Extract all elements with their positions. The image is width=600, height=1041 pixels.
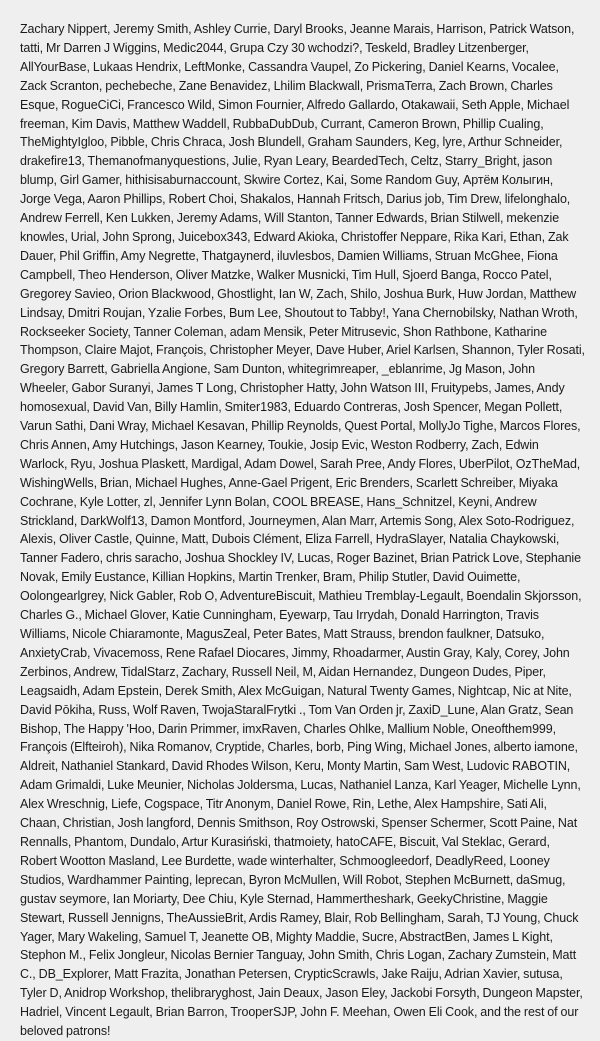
patron-credits-text: Zachary Nippert, Jeremy Smith, Ashley Currie, Daryl Brooks, Jeanne Marais, Harrison, Patrick Watson, tatti, Mr Darren J Wiggins, Medic2044, Grupa Czy 30 wchodzi?, Teskeld, Bradley Litzenberger, AllYourBase, Lukaas Hendrix, LeftMonke, Cassandra Vaupel, Zo Pickering, Daniel Kearns, Vocalee, Zack Scranton, pechebeche, Zane Benavidez, Lhilim Blackwall, PrismaTerra, Zach Brown, Charles Esque, RogueCiCi, Francesco Wild, Simon Fournier, Alfredo Gallardo, Otakawaii, Seth Apple, Michael freeman, Kim Davis, Matthew Waddell, RubbaDubDub, Currant, Cameron Brown, Phillip Cualing, TheMightyIgloo, Pibble, Chris Chraca, Josh Blundell, Graham Saunders, Keg, lyre, Arthur Schneider, drakefire13, Themanofmanyquestions, Julie, Ryan Leary, BeardedTech, Celtz, Starry_Bright, jason blump, Girl Gamer, hithisisaburnaccount, Skwire Cortez, Kai, Some Random Guy, Артём Колыгин, Jorge Vega, Aaron Phillips, Robert Choi, Shakalos, Hannah Fritsch, Darius job, Tim Drew, lifelonghalo, Andrew Ferrell, Ken Lukken, Jeremy Adams, Will Stanton, Tanner Edwards, Brian Stilwell, mekenzie knowles, Urial, John Sprong, Juicebox343, Edward Akioka, Christoffer Neppare, Rika Kari, Ethan, Zak Dauer, Phil Griffin, Amy Negrette, Thatgaynerd, iluvlesbos, Damien Williams, Struan McGhee, Fiona Campbell, Theo Henderson, Oliver Matzke, Walker Musnicki, Tim Hull, Sjoerd Banga, Rocco Patel, Gregorey Savieo, Orion Blackwood, Ghostlight, Ian W, Zach, Shilo, Joshua Burk, Huw Jordan, Matthew Lindsay, Dmitri Roujan, Yzalie Forbes, Bum Lee, Shoutout to Tabby!, Yana Chernobilsky, Nathan Wroth, Rockseeker Society, Tanner Coleman, adam Mensik, Peter Mitrusevic, Shon Rathbone, Katharine Thompson, Claire Majot, François, Christopher Meyer, Dave Huber, Ariel Karlsen, Shannon, Tyler Rosati, Gregory Barrett, Gabriella Angione, Sam Dunton, whitegrimreaper, _eblanrime, Jg Mason, John Wheeler, Gabor Suranyi, James T Long, Christopher Hatty, John Watson III, Fruitypebs, James, Andy homosexual, David Van, Billy Hamlin, Smiter1983, Eduardo Contreras, Josh Spencer, Megan Pollett, Varun Sathi, Dani Wray, Michael Kesavan, Phillip Reynolds, Quest Portal, MollyJo Tighe, Marcos Flores, Chris Annen, Amy Hutchings, Jason Kearney, Toukie, Josip Evic, Weston Rodberry, Zach, Edwin Warlock, Ryu, Joshua Plaskett, Mardigal, Adam Dowel, Sarah Pree, Andy Flores, UberPilot, OzTheMad, WishingWells, Brian, Michael Hughes, Anne-Gael Prigent, Eric Brenders, Scarlett Schreiber, Miyaka Cochrane, Kyle Lotter, zl, Jennifer Lynn Bolan, COOL BREASE, Hans_Schnitzel, Keyni, Andrew Strickland, DarkWolf13, Damon Montford, Journeymen, Alan Marr, Artemis Song, Alex Soto-Rodriguez, Alexis, Oliver Castle, Quinne, Matt, Dubois Clément, Eliza Farrell, HydraSlayer, Natalia Chaykowski, Tanner Fadero, chris saracho, Joshua Shockley IV, Lucas, Roger Bazinet, Brian Patrick Love, Stephanie Novak, Emily Eustance, Killian Hopkins, Martin Trenker, Bram, Philip Stutler, David Ouimette, Oolongearlgrey, Nick Gabler, Rob O, AdventureBiscuit, Mathieu Tremblay-Legault, Boendalin Skjorsson, Charles G., Michael Glover, Katie Cunningham, Eyewarp, Tau Irrydah, Donald Harrington, Travis Williams, Nicole Chiaramonte, MagusZeal, Peter Bates, Matt Strauss, brendon faulkner, Datsuko, AnxietyCrab, Vivacemoss, Rene Rafael Diocares, Jimmy, Rhoadarmer, Austin Gray, Kaly, Corey, John Zerbinos, Andrew, TidalStarz, Zachary, Russell Neil, M, Aidan Hernandez, Dungeon Dudes, Piper, Leagsaidh, Adam Epstein, Derek Smith, Alex McGuigan, Natural Twenty Games, Nightcap, Nic at Nite, David Pōkiha, Russ, Wolf Raven, TwojaStaralFrytki ., Tom Van Orden jr, ZaxiD_Lune, Alan Gratz, Sean Bishop, The Happy 'Hoo, Darin Primmer, imxRaven, Charles Ohlke, Mallium Noble, Oneofthem999, François (Elfteiroh), Nika Romanov, Cryptide, Charles, borb, Ping Wing, Michael Jones, alberto iamone, Aldreit, Nathaniel Stankard, David Rhodes Wilson, Keru, Monty Martin, Sam West, Ludovic RABOTIN, Adam Grimaldi, Luke Meunier, Nicholas Joldersma, Lucas, Nathaniel Lanza, Karl Yeager, Michelle Lynn, Alex Wreschnig, Liefe, Cogspace, Titr Anonym, Daniel Rowe, Rin, Lethe, Alex Hampshire, Sati Ali, Chaan, Christian, Josh langford, Dennis Smithson, Roy Ostrowski, Spenser Schermer, Scott Paine, Nat Rennalls, Phantom, Dundalo, Artur Kurasiński, thatmoiety, hatoCAFE, Biscuit, Val Steklac, Gerard, Robert Wootton Masland, Lee Burdette, wade winterhalter, Schmoogleedorf, DeadlyReed, Looney Studios, Wardhammer Painting, leprecan, Byron McMullen, Will Robot, Stephen McBurnett, daSmug, gustav seymore, Ian Moriarty, Dee Chiu, Kyle Sternad, Hammertheshark, GeekyChristine, Maggie Stewart, Russell Jennigns, TheAussieBrit, Ardis Ramey, Blair, Rob Bellingham, Sarah, TJ Young, Chuck Yager, Mary Wakeling, Samuel T, Jeanette OB, Mighty Maddie, Sucre, AbstractBen, James L Kight, Stephon M., Felix Jongleur, Nicolas Bernier Tanguay, John Smith, Chris Logan, Zachary Zumstein, Matt C., DB_Explorer, Matt Frazita, Jonathan Petersen, CrypticScrawls, Jake Raiju, Adrian Xavier, sutusa, Tyler D, Anidrop Workshop, thelibraryghost, Jain Deaux, Jason Eley, Jackobi Forsyth, Dungeon Mapster, Hadriel, Vincent Legault, Brian Barron, TrooperSJP, John F. Meehan, Owen Eli Cook, and the rest of our beloved patrons! (20, 22, 585, 1039)
